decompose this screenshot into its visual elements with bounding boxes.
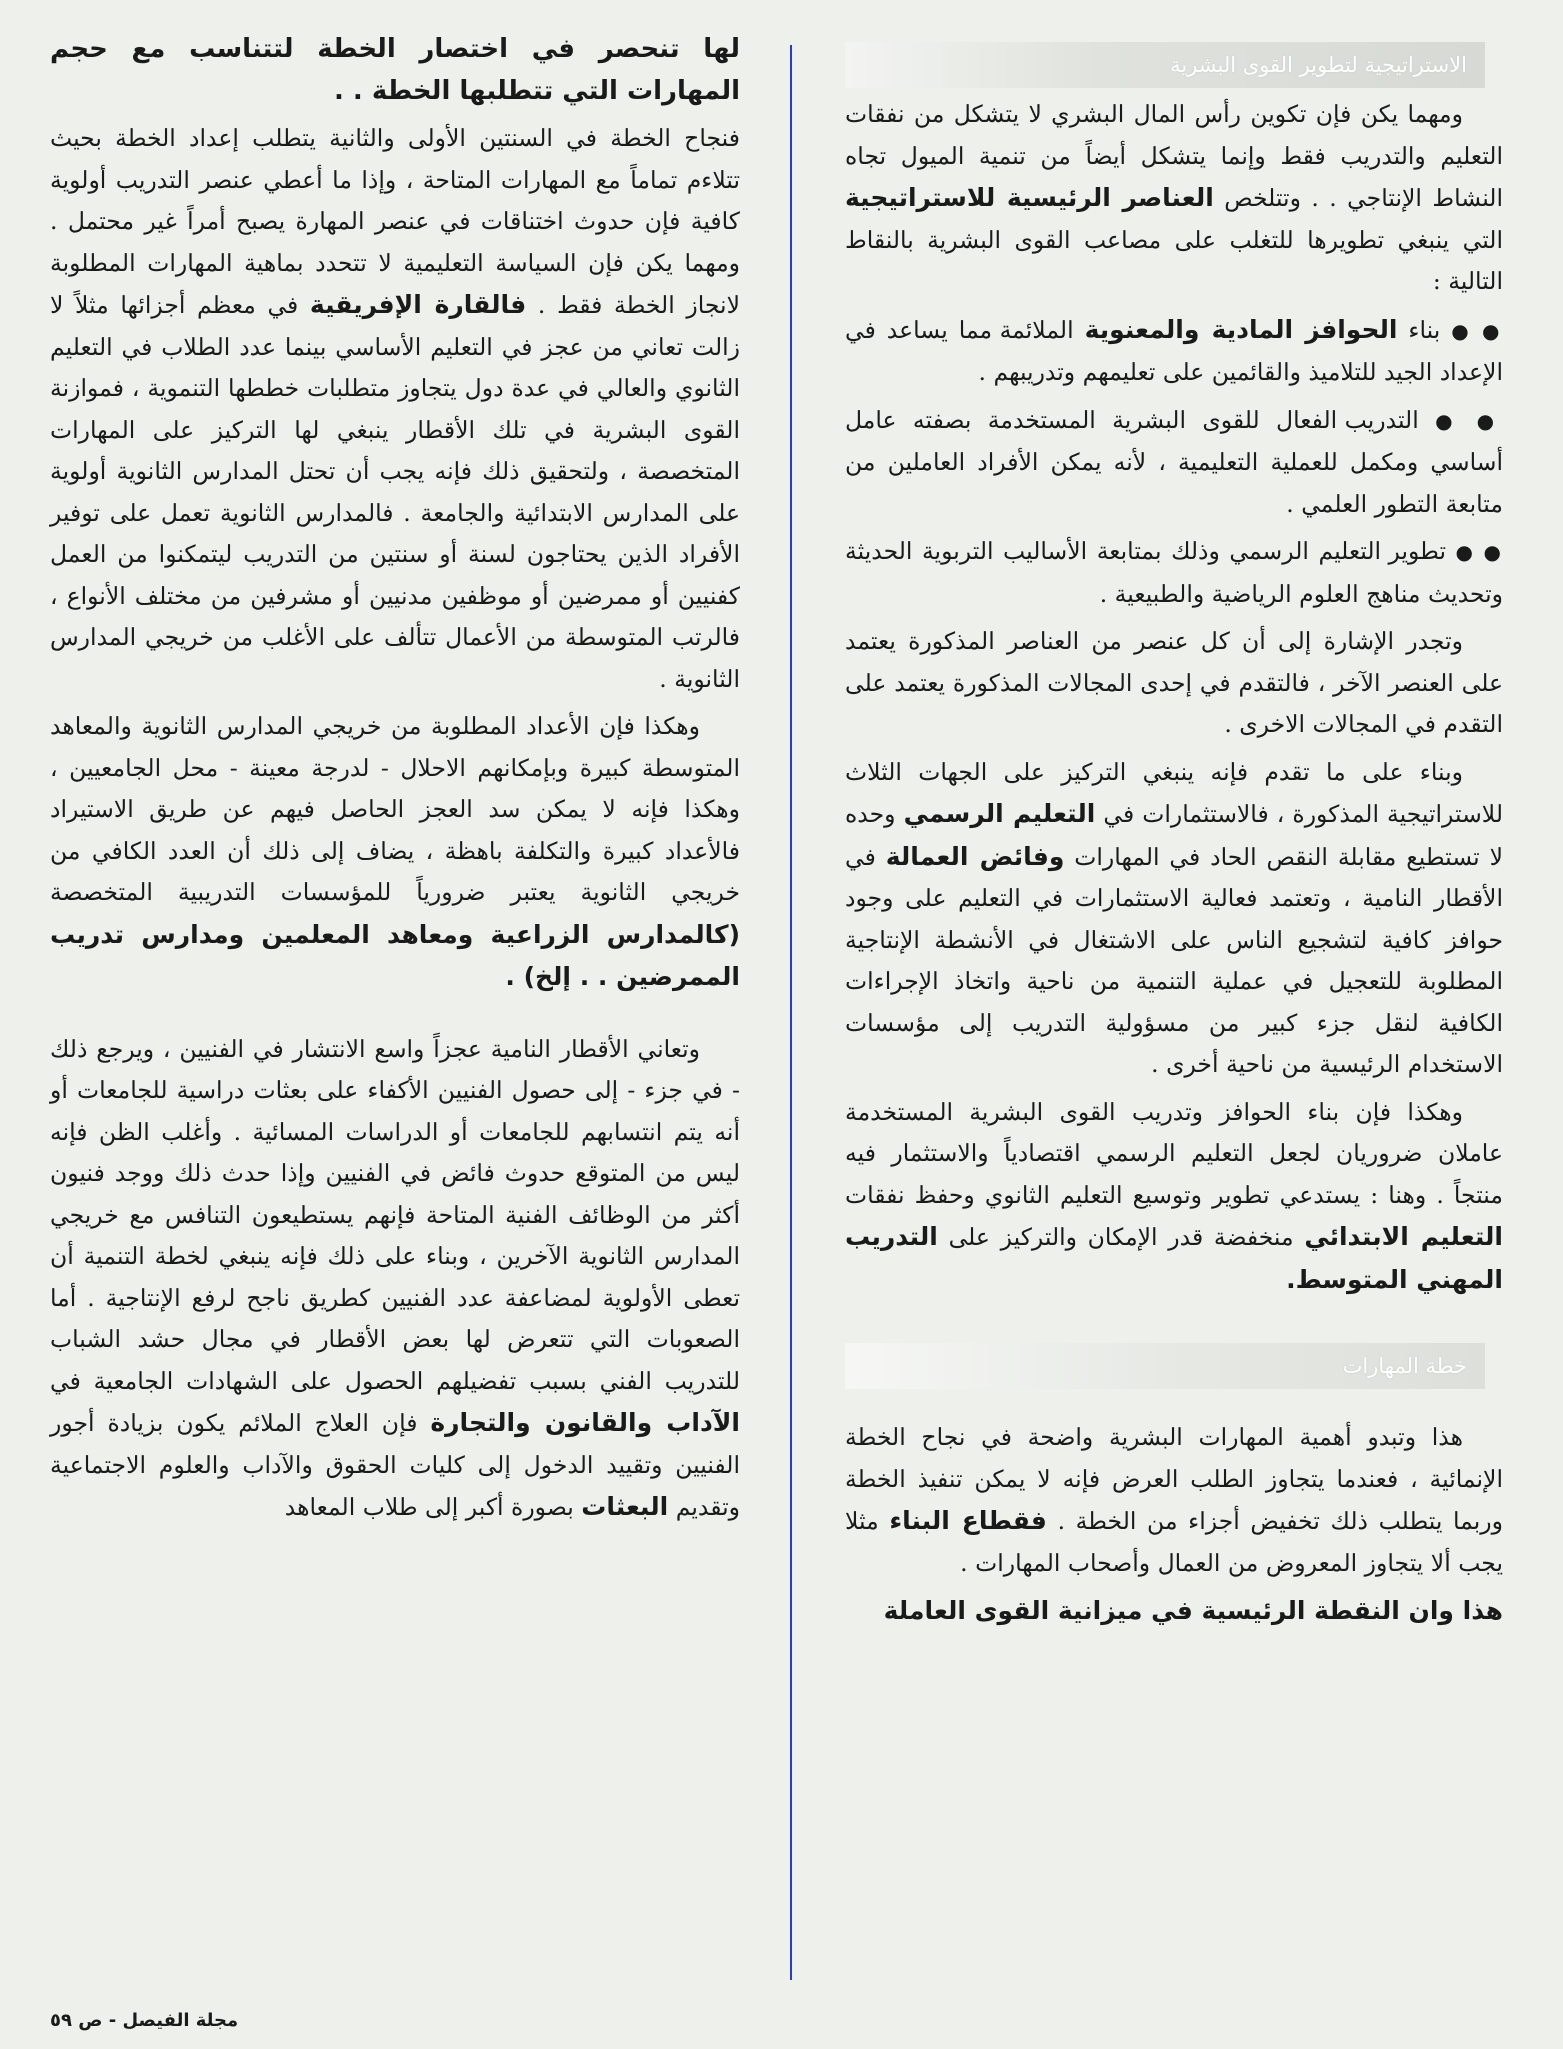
bullet-icon: ● ● xyxy=(1451,318,1503,343)
bullet-icon: ● ● xyxy=(1435,408,1503,433)
section-header-top: الاستراتيجية لتطوير القوى البشرية xyxy=(845,42,1485,88)
paragraph: وهكذا فإن الأعداد المطلوبة من خريجي المدارس الثانوية والمعاهد المتوسطة كبيرة وبإمكانهم الاحلال - لدرجة معينة - محل الجامعيين ، وهكذا فإنه لا يمكن سد العجز الحاصل فيهم عن طريق الاستيراد فالأعداد كبيرة والتكلفة باهظة ، يضاف إلى ذلك أن العدد الكافي من خريجي الثانوية يعتبر ضرورياً للمؤسسات التدريبية المتخصصة (كالمدارس الزراعية ومعاهد المعلمين ومدارس تدريب الممرضين . . إلخ) . xyxy=(50,712,740,991)
headline-text: لها تنحصر في اختصار الخطة لتتناسب مع حجم المهارات التي تتطلبها الخطة . . xyxy=(50,34,740,106)
highlight-text: وفائض العمالة xyxy=(885,841,1065,871)
right-column xyxy=(845,38,1503,1639)
page-footer: مجلة الفيصل - ص ٥٩ xyxy=(50,2010,239,2031)
highlight-text: فقطاع البناء xyxy=(889,1506,1047,1535)
column-divider xyxy=(790,45,792,1980)
highlight-text: التعليم الرسمي xyxy=(903,799,1096,828)
highlight-text: فالقارة الإفريقية xyxy=(309,290,527,319)
bullet-icon: ● ● xyxy=(1455,540,1503,564)
bullet-item: ● ● التدريب الفعال للقوى البشرية المستخدمة بصفته عامل أساسي ومكمل للعملية التعليمية ، لأنه يمكن الأفراد العاملين من متابعة التطور العلمي . xyxy=(845,405,1503,518)
highlight-text: هذا وان النقطة الرئيسية في ميزانية القوى العاملة xyxy=(883,1596,1503,1625)
paragraph: وهكذا فإن بناء الحوافز وتدريب القوى البشرية المستخدمة عاملان ضروريان لجعل التعليم الرسمي اقتصادياً والاستثمار فيه منتجاً . وهنا : يستدعي تطوير وتوسيع التعليم الثانوي وحفظ نفقات التعليم الابتدائي منخفضة قدر الإمكان والتركيز على التدريب المهني المتوسط. xyxy=(845,1097,1503,1294)
highlight-text: (كالمدارس الزراعية ومعاهد المعلمين ومدارس تدريب الممرضين . . إلخ) . xyxy=(50,919,740,991)
highlight-text: الحوافز المادية والمعنوية xyxy=(1084,314,1398,344)
bullet-item: ● ● تطوير التعليم الرسمي وذلك بمتابعة الأساليب التربوية الحديثة وتحديث مناهج العلوم الرياضية والطبيعية . xyxy=(845,537,1503,608)
left-column xyxy=(50,28,740,1535)
highlight-text: الآداب والقانون والتجارة xyxy=(430,1408,740,1437)
highlight-text: التدريب المهني المتوسط. xyxy=(845,1222,1503,1294)
paragraph: وتجدر الإشارة إلى أن كل عنصر من العناصر المذكورة يعتمد على العنصر الآخر ، فالتقدم في إحدى المجالات المذكورة يعتمد على التقدم في المجالات الاخرى . xyxy=(845,627,1503,738)
highlight-text: التعليم الابتدائي xyxy=(1304,1222,1503,1251)
paragraph: وتعاني الأقطار النامية عجزاً واسع الانتشار في الفنيين ، ويرجع ذلك - في جزء - إلى حصول الفنيين الأكفاء على بعثات دراسية للجامعات أو أنه يتم انتسابهم للجامعات أو الدراسات المسائية . وأغلب الظن فإنه ليس من المتوقع حدوث فائض في الفنيين وإذا حدث ذلك ووجد فنيون أكثر من الوظائف الفنية المتاحة فإنهم يستطيعون التنافس مع خريجي المدارس الثانوية الآخرين ، وبناء على ذلك فإنه ينبغي لخطة التنمية أن تعطى الأولوية لمضاعفة عدد الفنيين كطريق ناجح لرفع الإنتاجية . أما الصعوبات التي تتعرض لها بعض الأقطار في مجال حشد الشباب للتدريب الفني بسبب تفضيلهم الحصول على الشهادات الجامعية في الآداب والقانون والتجارة فإن العلاج الملائم يكون بزيادة أجور الفنيين وتقييد الدخول إلى كليات الحقوق والآداب والعلوم الاجتماعية وتقديم البعثات بصورة أكبر إلى طلاب المعاهد xyxy=(50,1034,740,1521)
highlight-text: العناصر الرئيسية للاستراتيجية xyxy=(845,183,1214,212)
paragraph xyxy=(845,1590,1503,1633)
paragraph: فنجاح الخطة في السنتين الأولى والثانية يتطلب إعداد الخطة بحيث تتلاءم تماماً مع المهارات المتاحة ، وإذا ما أعطي عنصر التدريب أولوية كافية فإن حدوث اختناقات في عنصر المهارة يصبح أمراً غير محتمل . ومهما يكن فإن السياسة التعليمية لا تتحدد بماهية المهارات المطلوبة لانجاز الخطة فقط . فالقارة الإفريقية في معظم أجزائها مثلاً لا زالت تعاني من عجز في التعليم الأساسي بينما عدد الطلاب في التعليم الثانوي والعالي في عدة دول يتجاوز متطلبات خططها التنموية ، فموازنة القوى البشرية في تلك الأقطار ينبغي لها التركيز على المهارات المتخصصة ، ولتحقيق ذلك فإنه يجب أن تحتل المدارس الثانوية أولوية على المدارس الابتدائية والجامعة . فالمدارس الثانوية تعمل على توفير الأفراد الذين يحتاجون لسنة أو سنتين من التدريب ليتمكنوا من العمل كفنيين أو ممرضين أو موظفين مدنيين أو مشرفين من مختلف الأنواع ، فالرتب المتوسطة من الأعمال تتألف على الأغلب من خريجي المدارس الثانوية . xyxy=(50,124,740,693)
paragraph: ومهما يكن فإن تكوين رأس المال البشري لا يتشكل من نفقات التعليم والتدريب فقط وإنما يتشكل أيضاً من تنمية الميول تجاه النشاط الإنتاجي . . وتتلخص العناصر الرئيسية للاستراتيجية التي ينبغي تطويرها للتغلب على مصاعب القوى البشرية بالنقاط التالية : xyxy=(845,100,1503,295)
paragraph: هذا وتبدو أهمية المهارات البشرية واضحة في نجاح الخطة الإنمائية ، فعندما يتجاوز الطلب العرض فإنه لا يمكن تنفيذ الخطة وربما يتطلب ذلك تخفيض أجزاء من الخطة . فقطاع البناء مثلا يجب ألا يتجاوز المعروض من العمال وأصحاب المهارات . xyxy=(845,1423,1503,1577)
highlight-text: البعثات xyxy=(581,1492,669,1521)
paragraph-gap xyxy=(50,1005,740,1029)
section-header-mid: خطة المهارات xyxy=(845,1343,1485,1389)
paragraph: وبناء على ما تقدم فإنه ينبغي التركيز على الجهات الثلاث للاستراتيجية المذكورة ، فالاستثمارات في التعليم الرسمي وحده لا تستطيع مقابلة النقص الحاد في المهارات وفائض العمالة في الأقطار النامية ، وتعتمد فعالية الاستثمارات في التعليم على وجود حوافز كافية لتشجيع الناس على الاشتغال في الأنشطة الإنتاجية المطلوبة للتعجيل في عملية التنمية من ناحية واتخاذ الإجراءات الكافية لنقل جزء كبير من مسؤولية التدريب إلى مؤسسات الاستخدام الرئيسية من ناحية أخرى . xyxy=(845,757,1503,1078)
bullet-item: ● ● بناء الحوافز المادية والمعنوية الملائمة مما يساعد في الإعداد الجيد للتلاميذ والقائمين على تعليمهم وتدريبهم . xyxy=(845,314,1503,386)
